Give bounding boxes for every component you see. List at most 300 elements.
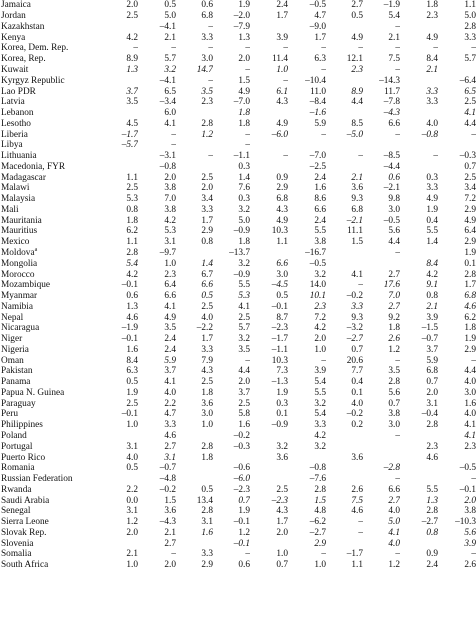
table-cell — [98, 75, 138, 86]
country-name: Sierra Leone — [1, 517, 49, 528]
table-cell: 1.2 — [126, 517, 138, 528]
table-cell: 3.2 — [314, 269, 326, 280]
table-cell: 2.5 — [238, 312, 250, 323]
table-cell: 3.0 — [201, 409, 213, 420]
table-row — [0, 43, 476, 54]
country-name: Nicaragua — [1, 323, 40, 334]
table-cell: –16.7 — [305, 247, 326, 258]
table-cell: 1.7 — [201, 215, 213, 226]
table-cell: 3.0 — [464, 387, 476, 398]
table-cell: 6.2 — [126, 226, 138, 237]
table-cell: 4.2 — [314, 323, 326, 334]
table-cell: 8.4 — [426, 258, 438, 269]
table-cell: 1.9 — [238, 506, 250, 517]
table-cell: –2.7 — [421, 517, 438, 528]
table-cell: 1.5 — [314, 495, 326, 506]
table-cell: 0.6 — [126, 291, 138, 302]
table-cell: 2.1 — [351, 172, 363, 183]
table-cell: 0.5 — [201, 291, 213, 302]
table-cell: –0.5 — [459, 463, 476, 474]
table-cell: 10.1 — [309, 291, 326, 302]
table-cell: –0.1 — [121, 280, 138, 291]
table-row — [0, 431, 476, 442]
table-cell: 4.3 — [276, 204, 288, 215]
table-cell: 7.5 — [351, 495, 363, 506]
table-cell: –4.3 — [383, 108, 400, 119]
table-row — [0, 140, 476, 151]
table-row — [0, 484, 476, 495]
table-cell: 5.4 — [388, 11, 400, 22]
table-cell: –2.8 — [383, 463, 400, 474]
table-cell: 1.1 — [276, 237, 288, 248]
table-cell: 9.2 — [388, 312, 400, 323]
table-cell: 2.0 — [126, 527, 138, 538]
country-name: Russian Federation — [1, 474, 73, 485]
table-cell: –14.3 — [379, 75, 400, 86]
table-cell: 6.6 — [388, 484, 400, 495]
table-cell: 1.3 — [238, 32, 250, 43]
table-cell: 4.0 — [164, 387, 176, 398]
table-cell: 3.8 — [164, 204, 176, 215]
table-cell: 2.6 — [388, 334, 400, 345]
table-cell: 3.7 — [126, 86, 138, 97]
table-cell: 2.8 — [314, 484, 326, 495]
table-cell: 0.6 — [238, 560, 250, 571]
table-cell: –10.3 — [455, 517, 476, 528]
table-cell: 1.8 — [388, 323, 400, 334]
table-cell: 0.7 — [464, 161, 476, 172]
table-row — [0, 194, 476, 205]
table-cell: 1.8 — [238, 108, 250, 119]
table-cell: 4.0 — [464, 377, 476, 388]
table-cell: 5.9 — [426, 355, 438, 366]
table-cell: 0.7 — [388, 398, 400, 409]
table-cell: 3.5 — [126, 97, 138, 108]
table-cell: 1.9 — [464, 247, 476, 258]
table-cell: 6.6 — [314, 204, 326, 215]
table-cell: – — [133, 43, 138, 54]
table-cell: 2.5 — [126, 398, 138, 409]
table-cell: 11.0 — [310, 86, 326, 97]
table-cell: 1.8 — [426, 0, 438, 11]
table-cell: 1.9 — [426, 204, 438, 215]
country-name: Somalia — [1, 549, 32, 560]
country-name: Nigeria — [1, 344, 29, 355]
table-cell: 5.0 — [164, 11, 176, 22]
table-row — [0, 517, 476, 528]
table-cell: 0.6 — [201, 0, 213, 11]
table-cell: 3.0 — [388, 204, 400, 215]
table-cell: – — [283, 151, 288, 162]
table-cell: 3.5 — [388, 366, 400, 377]
table-cell: –4.5 — [271, 280, 288, 291]
table-cell: 0.3 — [426, 172, 438, 183]
table-cell: –0.7 — [421, 334, 438, 345]
country-name: Mali — [1, 204, 19, 215]
table-cell: 4.4 — [388, 237, 400, 248]
table-cell: 0.4 — [351, 377, 363, 388]
table-cell: 4.3 — [276, 97, 288, 108]
table-cell: 3.3 — [426, 183, 438, 194]
table-cell: –2.1 — [346, 215, 363, 226]
table-cell: 3.7 — [164, 366, 176, 377]
table-cell: 0.5 — [126, 377, 138, 388]
country-name: Moldova$^a$ — [1, 247, 38, 258]
table-cell: –0.3 — [459, 151, 476, 162]
table-cell: 0.5 — [201, 484, 213, 495]
table-cell: 9.8 — [388, 194, 400, 205]
country-name: Slovak Rep. — [1, 527, 47, 538]
table-row — [0, 409, 476, 420]
table-cell — [400, 463, 438, 474]
table-cell: 1.8 — [201, 452, 213, 463]
table-cell: 0.7 — [351, 344, 363, 355]
table-cell: 4.9 — [464, 215, 476, 226]
table-cell: –4.8 — [159, 474, 176, 485]
table-cell — [438, 140, 476, 151]
table-cell: 2.0 — [314, 334, 326, 345]
table-cell: 1.5 — [351, 237, 363, 248]
table-cell: 2.1 — [164, 32, 176, 43]
table-cell: 20.6 — [346, 355, 363, 366]
table-cell: 4.0 — [388, 506, 400, 517]
table-cell: 8.6 — [314, 194, 326, 205]
table-cell: 6.5 — [164, 86, 176, 97]
table-cell: – — [283, 43, 288, 54]
table-cell — [98, 474, 138, 485]
table-cell — [250, 22, 288, 33]
table-cell: – — [395, 21, 400, 32]
table-cell: 4.0 — [388, 538, 400, 549]
table-cell — [98, 538, 138, 549]
table-row — [0, 248, 476, 259]
table-cell: 2.0 — [126, 0, 138, 11]
country-name: Senegal — [1, 506, 31, 517]
table-row — [0, 366, 476, 377]
table-cell: –7.0 — [233, 97, 250, 108]
table-cell: 0.1 — [351, 387, 363, 398]
table-cell: –1.3 — [271, 377, 288, 388]
table-cell: 3.2 — [276, 441, 288, 452]
country-name: Kyrgyz Republic — [1, 75, 65, 86]
table-cell: –7.6 — [309, 474, 326, 485]
table-cell: 2.8 — [201, 441, 213, 452]
table-row — [0, 65, 476, 76]
table-cell: –6.4 — [459, 75, 476, 86]
table-row — [0, 323, 476, 334]
table-cell: 3.6 — [164, 506, 176, 517]
table-cell: 3.1 — [164, 452, 176, 463]
table-cell: – — [358, 517, 363, 528]
table-cell: 7.3 — [276, 366, 288, 377]
table-cell: – — [395, 474, 400, 485]
table-cell — [438, 452, 476, 463]
table-cell: 6.8 — [351, 204, 363, 215]
table-cell: 0.8 — [201, 237, 213, 248]
table-cell: 3.8 — [464, 506, 476, 517]
table-cell: –0.5 — [309, 0, 326, 11]
table-cell: 4.3 — [201, 366, 213, 377]
table-cell: –1.9 — [121, 323, 138, 334]
table-cell: 1.6 — [126, 344, 138, 355]
table-cell: –4.1 — [159, 75, 176, 86]
table-cell: –3.1 — [159, 151, 176, 162]
table-cell: 4.6 — [164, 431, 176, 441]
table-cell: 5.7 — [164, 54, 176, 65]
table-cell: –0.8 — [309, 463, 326, 474]
table-cell: – — [471, 474, 476, 485]
table-row — [0, 528, 476, 539]
table-cell — [326, 538, 363, 549]
country-name: Mauritania — [1, 215, 42, 226]
table-cell: 2.3 — [351, 64, 363, 75]
table-cell: – — [245, 355, 250, 366]
table-cell: 1.1 — [126, 237, 138, 248]
table-cell: 4.1 — [464, 420, 476, 431]
table-cell: 6.8 — [426, 366, 438, 377]
table-cell: –0.2 — [233, 431, 250, 441]
table-cell: 5.4 — [314, 377, 326, 388]
table-cell: 7.6 — [238, 183, 250, 194]
table-cell: – — [395, 43, 400, 54]
table-cell: 5.5 — [314, 387, 326, 398]
table-cell: 0.0 — [126, 495, 138, 506]
country-name: Poland — [1, 431, 27, 441]
table-cell: –2.0 — [233, 11, 250, 22]
table-cell: – — [471, 129, 476, 140]
table-cell — [98, 108, 138, 119]
table-cell: 2.8 — [126, 247, 138, 258]
table-cell: 2.5 — [126, 183, 138, 194]
table-cell: 1.2 — [388, 560, 400, 571]
table-cell: 3.3 — [351, 301, 363, 312]
table-cell: 3.1 — [126, 506, 138, 517]
table-cell: 4.9 — [426, 194, 438, 205]
table-cell: – — [171, 140, 176, 151]
table-cell: 5.6 — [464, 527, 476, 538]
table-cell: 2.8 — [464, 269, 476, 280]
table-cell: 0.5 — [126, 463, 138, 474]
table-cell: –8.4 — [309, 97, 326, 108]
table-cell: 2.5 — [201, 377, 213, 388]
table-cell: 2.7 — [164, 538, 176, 549]
table-cell: 4.1 — [164, 301, 176, 312]
table-cell — [326, 431, 363, 442]
table-cell: 3.6 — [351, 183, 363, 194]
table-cell: 3.5 — [238, 344, 250, 355]
table-cell — [250, 474, 288, 485]
table-cell: 1.0 — [314, 344, 326, 355]
table-cell: 3.5 — [201, 86, 213, 97]
table-cell: 6.1 — [276, 86, 288, 97]
table-cell: 2.1 — [426, 301, 438, 312]
table-cell: 2.0 — [201, 183, 213, 194]
table-cell: 1.9 — [126, 387, 138, 398]
table-cell: 2.9 — [314, 538, 326, 549]
table-cell: 1.2 — [238, 527, 250, 538]
table-cell: 1.0 — [126, 560, 138, 571]
country-name: Lebanon — [1, 108, 34, 119]
table-cell: 4.1 — [464, 108, 476, 119]
table-cell: 3.2 — [238, 334, 250, 345]
table-cell: 7.0 — [164, 194, 176, 205]
table-cell — [438, 65, 476, 76]
country-name: Rwanda — [1, 484, 32, 495]
table-cell — [250, 248, 288, 259]
table-cell: 1.8 — [464, 323, 476, 334]
table-cell: –13.7 — [229, 247, 250, 258]
table-cell: 7.7 — [351, 366, 363, 377]
table-cell: 1.4 — [201, 258, 213, 269]
table-cell: 1.1 — [464, 0, 476, 11]
table-cell: 2.2 — [164, 398, 176, 409]
table-cell: 5.9 — [164, 355, 176, 366]
table-cell: 17.6 — [383, 280, 400, 291]
table-cell: 3.3 — [201, 549, 213, 560]
table-cell: 4.4 — [238, 366, 250, 377]
table-cell: 4.1 — [464, 431, 476, 441]
table-row — [0, 205, 476, 216]
country-name: Libya — [1, 140, 23, 151]
table-cell: 4.0 — [426, 118, 438, 129]
table-cell: –0.2 — [159, 484, 176, 495]
table-cell: 2.4 — [164, 344, 176, 355]
table-cell: 3.3 — [201, 204, 213, 215]
table-cell: –0.2 — [346, 409, 363, 420]
table-cell: 1.0 — [276, 64, 288, 75]
table-cell: 1.0 — [314, 560, 326, 571]
table-cell: – — [471, 43, 476, 54]
table-cell: 2.4 — [314, 215, 326, 226]
table-cell: 0.5 — [351, 11, 363, 22]
table-cell: –4.3 — [159, 517, 176, 528]
table-cell: –2.3 — [233, 484, 250, 495]
table-cell: – — [433, 151, 438, 162]
table-cell: 3.3 — [426, 97, 438, 108]
table-cell: 9.3 — [351, 194, 363, 205]
table-cell — [98, 431, 138, 442]
table-cell: 4.9 — [276, 118, 288, 129]
table-cell — [98, 161, 138, 172]
table-cell: 1.1 — [351, 560, 363, 571]
table-cell: 2.0 — [426, 387, 438, 398]
table-cell: –2.7 — [346, 334, 363, 345]
table-cell — [400, 538, 438, 549]
table-row — [0, 280, 476, 291]
table-cell: – — [321, 355, 326, 366]
table-cell: 3.8 — [388, 409, 400, 420]
table-cell: 1.8 — [238, 237, 250, 248]
table-cell: – — [395, 129, 400, 140]
country-name: Slovenia — [1, 538, 34, 549]
table-cell: 5.6 — [388, 387, 400, 398]
table-cell: 1.6 — [238, 420, 250, 431]
table-cell — [98, 22, 138, 33]
table-cell: – — [395, 355, 400, 366]
table-cell: 6.6 — [276, 258, 288, 269]
table-row — [0, 549, 476, 560]
table-cell — [176, 161, 213, 172]
table-cell: 8.4 — [126, 355, 138, 366]
table-cell: – — [208, 43, 213, 54]
table-row — [0, 301, 476, 312]
table-cell: 1.9 — [464, 334, 476, 345]
table-cell: 4.8 — [314, 506, 326, 517]
table-cell: 2.7 — [164, 441, 176, 452]
table-cell: 4.9 — [426, 32, 438, 43]
table-cell: 0.1 — [276, 409, 288, 420]
table-cell — [176, 431, 213, 442]
table-row — [0, 388, 476, 399]
table-cell: 1.3 — [126, 301, 138, 312]
table-cell: –1.6 — [309, 108, 326, 119]
table-cell: –6.2 — [309, 517, 326, 528]
table-cell: –1.7 — [346, 549, 363, 560]
table-cell: –1.5 — [421, 323, 438, 334]
table-cell: –10.4 — [305, 75, 326, 86]
table-row — [0, 237, 476, 248]
table-cell: 2.9 — [201, 226, 213, 237]
table-cell: 4.9 — [351, 32, 363, 43]
table-cell: 1.6 — [201, 527, 213, 538]
table-cell: 2.3 — [426, 441, 438, 452]
table-cell — [400, 140, 438, 151]
table-cell: 2.8 — [201, 118, 213, 129]
table-cell: –2.3 — [271, 495, 288, 506]
table-cell: 0.7 — [426, 377, 438, 388]
table-cell: 0.8 — [126, 204, 138, 215]
table-cell: – — [358, 527, 363, 538]
table-cell — [250, 431, 288, 442]
table-cell: 1.4 — [426, 237, 438, 248]
table-cell: 2.8 — [426, 420, 438, 431]
table-cell: 5.3 — [238, 291, 250, 302]
table-cell: –0.7 — [159, 463, 176, 474]
table-cell: 4.1 — [164, 377, 176, 388]
country-name: Korea, Rep. — [1, 54, 46, 65]
table-cell: 1.5 — [238, 75, 250, 86]
country-name: Liberia — [1, 129, 28, 140]
table-cell: 6.0 — [164, 108, 176, 119]
table-cell: 14.0 — [309, 280, 326, 291]
table-cell: –2.2 — [196, 323, 213, 334]
table-cell: 3.0 — [388, 420, 400, 431]
country-name: Nepal — [1, 312, 24, 323]
country-name: South Africa — [1, 560, 49, 571]
table-cell: – — [358, 280, 363, 291]
table-cell: 6.3 — [126, 366, 138, 377]
table-row — [0, 258, 476, 269]
table-cell: 2.5 — [464, 172, 476, 183]
table-cell: 2.0 — [238, 377, 250, 388]
table-cell: 4.6 — [126, 312, 138, 323]
table-cell: 4.0 — [126, 452, 138, 463]
table-cell: 2.0 — [238, 54, 250, 65]
table-cell: 10.3 — [271, 226, 288, 237]
country-name: Namibia — [1, 301, 34, 312]
country-name: Morocco — [1, 269, 35, 280]
table-cell: 5.5 — [426, 226, 438, 237]
table-cell: 2.9 — [276, 183, 288, 194]
table-row — [0, 215, 476, 226]
country-name: Puerto Rico — [1, 452, 46, 463]
country-name: Niger — [1, 334, 23, 345]
table-cell: – — [171, 549, 176, 560]
table-cell: 8.9 — [351, 86, 363, 97]
table-cell: 2.2 — [126, 484, 138, 495]
table-row — [0, 0, 476, 11]
table-cell: 3.3 — [164, 420, 176, 431]
